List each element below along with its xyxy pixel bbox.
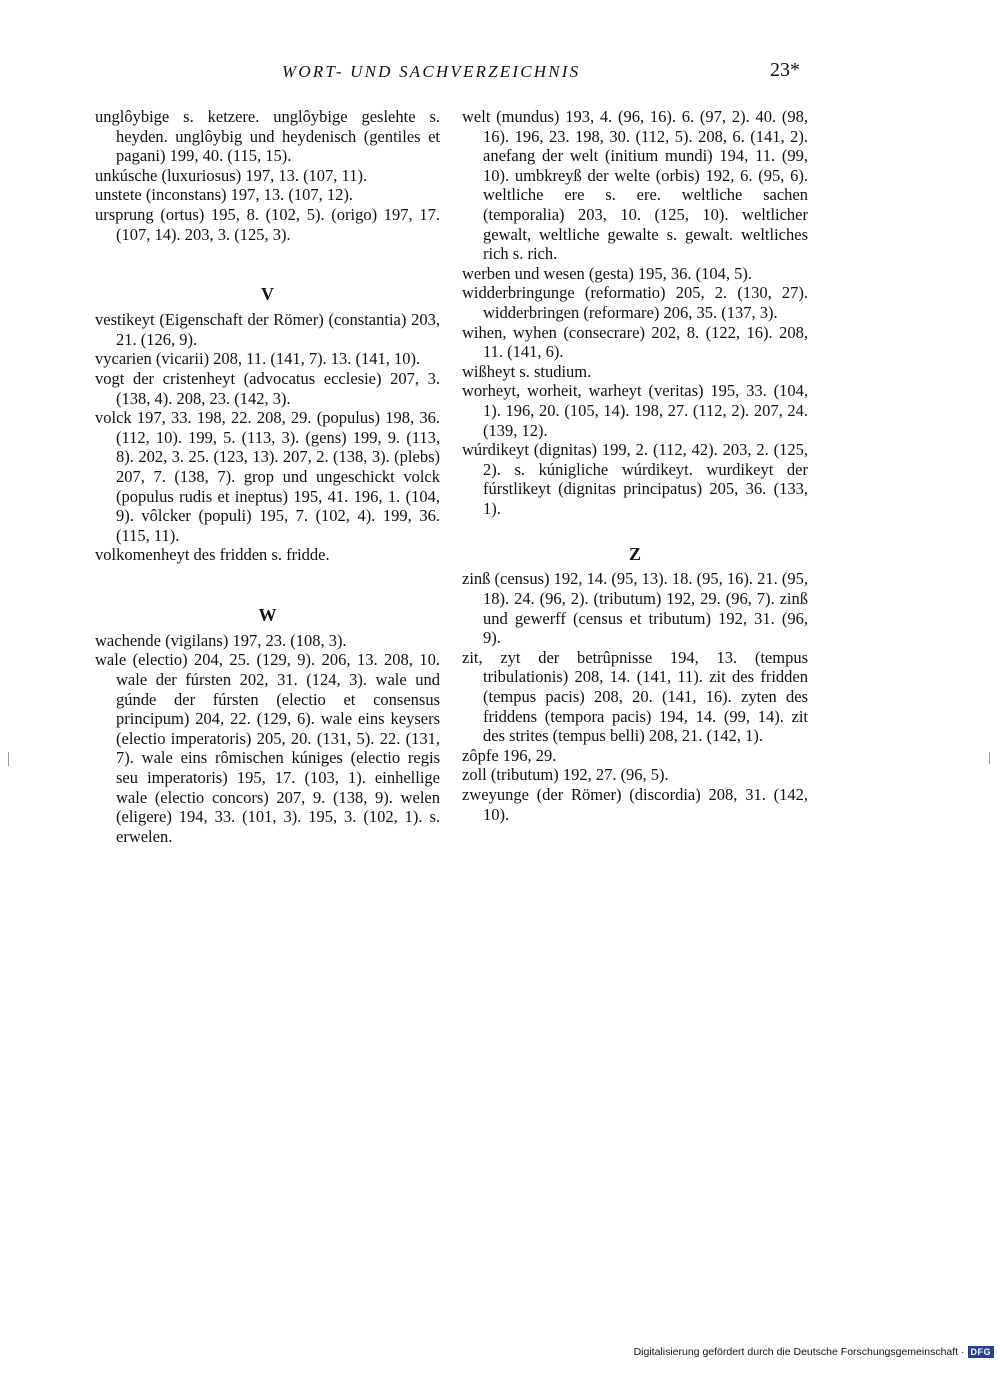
running-title: WORT- UND SACHVERZEICHNIS (282, 62, 581, 81)
index-entry: unstete (inconstans) 197, 13. (107, 12). (95, 185, 353, 205)
index-entry: wihen, wyhen (consecrare) 202, 8. (122, 16). 208, 11. (141, 6). (462, 322, 808, 362)
index-entry: vogt der cristenheyt (advocatus ecclesie) 207, 3. (138, 4). 208, 23. (142, 3). (95, 368, 440, 408)
index-entry: zôpfe 196, 29. (462, 745, 557, 765)
index-entry: volkomenheyt des fridden s. fridde. (95, 545, 330, 565)
index-entry: widderbringunge (reformatio) 205, 2. (130, 27). widderbringen (reformare) 206, 35. (137, 3). (462, 283, 808, 322)
index-entry: unkúsche (luxuriosus) 197, 13. (107, 11). (95, 165, 368, 185)
index-entry: ursprung (ortus) 195, 8. (102, 5). (origo) 197, 17. (107, 14). 203, 3. (125, 3). (95, 204, 440, 244)
scan-edge-mark (8, 752, 9, 766)
index-entry: zoll (tributum) 192, 27. (96, 5). (462, 765, 669, 785)
index-column-left (95, 107, 440, 846)
index-column-right (462, 107, 808, 824)
digitization-footer (634, 1346, 994, 1358)
dfg-logo: DFG (968, 1346, 995, 1358)
index-entry: zweyunge (der Römer) (discordia) 208, 31. (142, 10). (462, 785, 808, 824)
index-entry: wißheyt s. studium. (462, 361, 592, 381)
page-number: 23* (770, 59, 800, 81)
section-letter-heading: V (261, 284, 274, 305)
section-letter-heading: Z (628, 544, 641, 565)
index-entry: unglôybige s. ketzere. unglôybige geslehte s. heyden. unglôybig und heydenisch (gentiles et pagani) 199, 40. (115, 15). (95, 107, 440, 166)
index-entry: wúrdikeyt (dignitas) 199, 2. (112, 42). 203, 2. (125, 2). s. kúnigliche wúrdikeyt. wurdikeyt der fúrstlikeyt (dignitas principatus) 205, 36. (133, 1). (462, 440, 808, 518)
index-entry: zinß (census) 192, 14. (95, 13). 18. (95, 16). 21. (95, 18). 24. (96, 2). (tributum) 192, 29. (96, 7). zinß und gewerff (census et tributum) 192, 31. (96, 9). (462, 569, 808, 648)
index-entry: welt (mundus) 193, 4. (96, 16). 6. (97, 2). 40. (98, 16). 196, 23. 198, 30. (112, 5). 208, 6. (141, 2). anefang der welt (initium mundi) 194, 11. (99, 10). umbkreyß der welte (orbis) 192, 6. (95, 6). weltliche ere s. ere. weltliche sachen (temporalia) 203, 10. (125, 10). weltlicher gewalt, weltliche gewalte s. gewalt. weltliches rich s. rich. (462, 107, 808, 264)
running-header (0, 59, 1000, 86)
index-entry: volck 197, 33. 198, 22. 208, 29. (populus) 198, 36. (112, 10). 199, 5. (113, 3). (gens) 199, 9. (113, 8). 202, 3. 25. (123, 13). 207, 2. (138, 3). (plebs) 207, 7. (138, 7). grop und ungeschickt volck (populus rudis et ineptus) 195, 41. 196, 1. (104, 9). vôlcker (populi) 195, 7. (102, 4). 199, 36. (115, 11). (95, 408, 440, 545)
index-entry: vestikeyt (Eigenschaft der Römer) (constantia) 203, 21. (126, 9). (95, 310, 440, 349)
index-entry: wachende (vigilans) 197, 23. (108, 3). (95, 630, 347, 650)
funding-notice: Digitalisierung gefördert durch die Deutsche Forschungsgemeinschaft · (633, 1346, 965, 1358)
index-entry: werben und wesen (gesta) 195, 36. (104, 5). (462, 263, 753, 283)
section-letter-heading: W (258, 604, 277, 625)
index-entry: zit, zyt der betrûpnisse 194, 13. (tempus tribulationis) 208, 14. (141, 11). zit des fridden (tempus pacis) 208, 20. (141, 16). zyten des friddens (tempora pacis) 194, 14. (99, 14). zit des strites (tempus belli) 208, 21. (142, 1). (462, 647, 808, 746)
index-entry: wale (electio) 204, 25. (129, 9). 206, 13. 208, 10. wale der fúrsten 202, 31. (124, 3). wale und gúnde der fúrsten (electio et consensus principum) 204, 22. (129, 6). wale eins keysers (electio imperatoris) 205, 20. (131, 5). 22. (131, 7). wale eins rômischen kúniges (electio regis seu imperatoris) 195, 17. (103, 1). einhellige wale (electio concors) 207, 9. (138, 9). welen (eligere) 194, 33. (101, 3). 195, 3. (102, 1). s. erwelen. (95, 650, 440, 846)
index-entry: vycarien (vicarii) 208, 11. (141, 7). 13. (141, 10). (95, 349, 421, 369)
scan-edge-mark (989, 752, 990, 764)
index-entry: worheyt, worheit, warheyt (veritas) 195, 33. (104, 1). 196, 20. (105, 14). 198, 27. (112, 2). 207, 24. (139, 12). (462, 381, 808, 440)
